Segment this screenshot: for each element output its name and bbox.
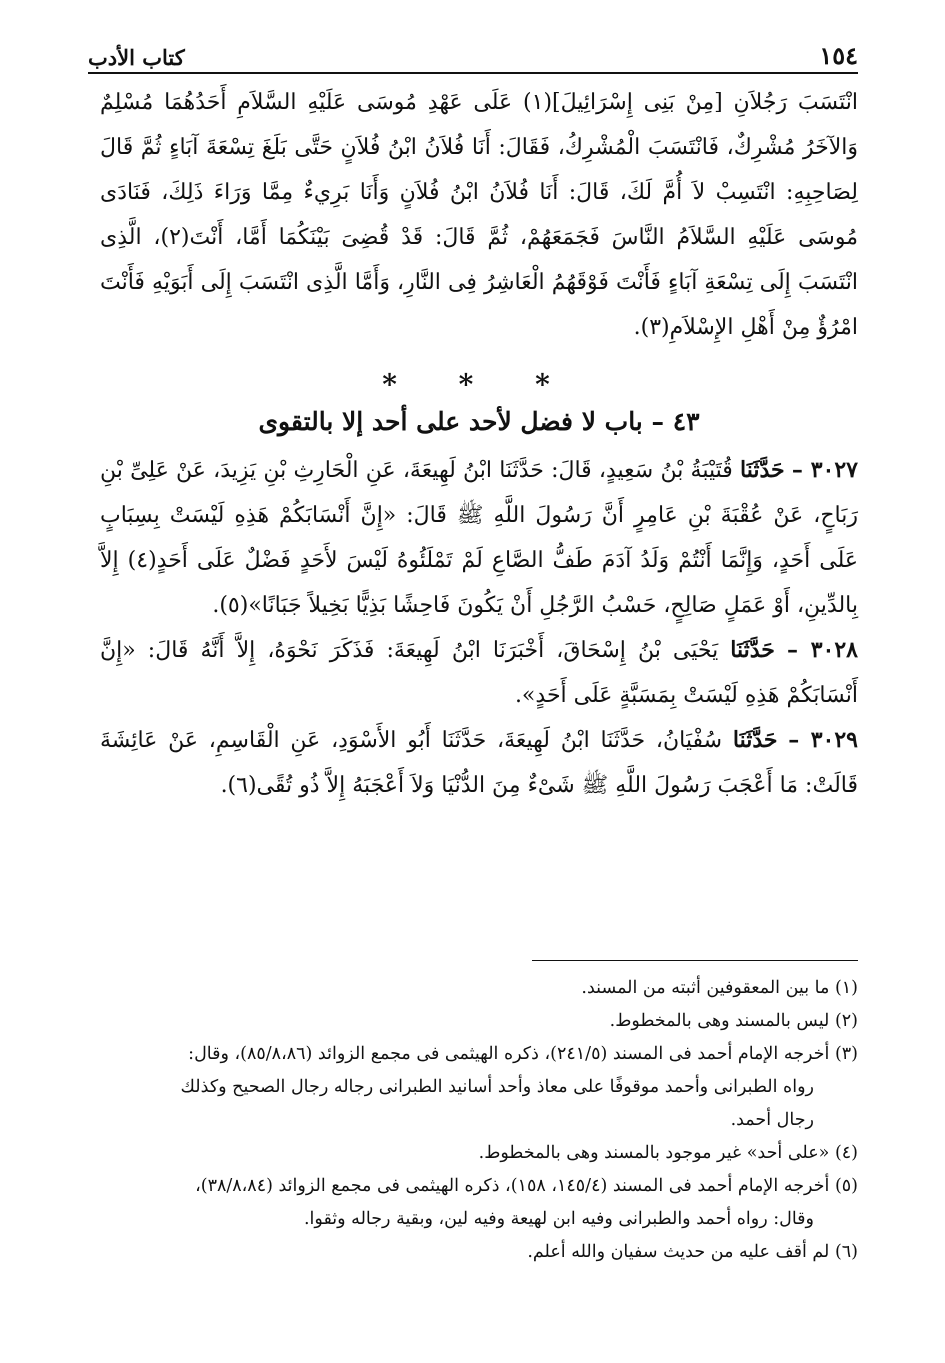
footnote-continuation: رجال أحمد. (730, 1110, 814, 1130)
hadith-number: ٣٠٢٨ – (786, 637, 858, 663)
footnote (100, 1005, 858, 1038)
narration-term: حَدَّثَنَا (739, 457, 785, 483)
footnote (100, 1137, 858, 1170)
footnote-marker: (١) (834, 978, 858, 998)
narration-term: حَدَّثَنَا (732, 727, 778, 753)
footnote-marker: (٣) (834, 1044, 858, 1064)
header-rule (88, 72, 858, 74)
footnote-text: لم أقف عليه من حديث سفيان والله أعلم. (527, 1242, 830, 1262)
narration-term: حَدَّثَنَا (730, 637, 775, 663)
chapter-title: ٤٣ – باب لا فضل لأحد على أحد إلا بالتقوى (258, 407, 700, 436)
footnote (100, 1170, 858, 1203)
hadith-number: ٣٠٢٩ – (788, 727, 858, 753)
hadith-text: قُتَيْبَةُ بْنُ سَعِيدٍ، قَالَ: حَدَّثَنَا ابْنُ لَهِيعَةَ، عَنِ الْحَارِثِ بْنِ يَزِيدَ، عَنْ عَلِىِّ بْنِ رَبَاحٍ، عَنْ عُقْبَةَ بْنِ عَامِرٍ أَنَّ رَسُولَ اللَّهِ ﷺ قَالَ: «إِنَّ أَنْسَابَكُمْ هَذِهِ لَيْسَتْ بِسِبَابٍ عَلَى أَحَدٍ، وَإِنَّمَا أَنْتُمْ وَلَدُ آدَمَ طَفُّ الصَّاعِ لَمْ تَمْلَئُوهُ لَيْسَ لأَحَدٍ فَضْلٌ عَلَى أَحَدٍ(٤) إِلاَّ بِالدِّينِ، أَوْ عَمَلٍ صَالِحٍ، حَسْبُ الرَّجُلِ أَنْ يَكُونَ فَاحِشًا بَذِيًّا بَخِيلاً جَبَانًا»(٥). (100, 458, 858, 618)
section-separator: * * * (382, 368, 576, 401)
hadith-number: ٣٠٢٧ – (791, 457, 858, 483)
footnote-marker: (٦) (834, 1242, 858, 1262)
footnote (100, 1236, 858, 1269)
footnote-text: ما بين المعقوفين أثبته من المسند. (581, 978, 830, 998)
footnote-marker: (٢) (834, 1011, 858, 1031)
hadith-paragraph (100, 448, 858, 628)
hadith-paragraph (100, 718, 858, 808)
running-head (88, 34, 858, 70)
main-text (100, 80, 858, 808)
intro-paragraph: انْتَسَبَ رَجُلاَنِ [مِنْ بَنِى إِسْرَائِيلَ](١) عَلَى عَهْدِ مُوسَى عَلَيْهِ السَّلاَمِ أَحَدُهُمَا مُسْلِمٌ وَالآخَرُ مُشْرِكٌ، فَانْتَسَبَ الْمُشْرِكُ، فَقَالَ: أَنَا فُلاَنُ ابْنُ فُلاَنٍ حَتَّى بَلَغَ تِسْعَةَ آبَاءٍ ثُمَّ قَالَ لِصَاحِبِهِ: انْتَسِبْ لاَ أُمَّ لَكَ، قَالَ: أَنَا فُلاَنُ ابْنُ فُلاَنٍ وَأَنَا بَرِيءٌ مِمَّا وَرَاءَ ذَلِكَ، فَنَادَى مُوسَى عَلَيْهِ السَّلاَمُ النَّاسَ فَجَمَعَهُمْ، ثُمَّ قَالَ: قَدْ قُضِىَ بَيْنَكُمَا أَمَّا، أَنْتَ(٢)، الَّذِى انْتَسَبَ إِلَى تِسْعَةِ آبَاءٍ فَأَنْتَ فَوْقَهُمُ الْعَاشِرُ فِى النَّارِ، وَأَمَّا الَّذِى انْتَسَبَ إِلَى أَبَوَيْهِ فَأَنْتَ امْرُؤٌ مِنْ أَهْلِ الإِسْلاَمِ(٣). (100, 90, 859, 340)
hadith-paragraph (100, 628, 858, 718)
book-title: كتاب الأدب (88, 45, 185, 70)
footnote-text: ليس بالمسند وهى بالمخطوط. (609, 1011, 830, 1031)
hadith-text: يَحْيَى بْنُ إِسْحَاقَ، أَخْبَرَنَا ابْنُ لَهِيعَةَ: فَذَكَرَ نَحْوَهُ، إِلاَّ أَنَّهُ قَالَ: «إِنَّ أَنْسَابَكُمْ هَذِهِ لَيْسَتْ بِمَسَبَّةٍ عَلَى أَحَدٍ». (100, 638, 858, 708)
footnotes (100, 972, 858, 1269)
footnote (100, 972, 858, 1005)
footnote-text: أخرجه الإمام أحمد فى المسند (٢٤١/٥)، ذكره الهيثمى فى مجمع الزوائد (٨٥/٨،٨٦)، وقال: (188, 1044, 830, 1064)
footnote-marker: (٤) (834, 1143, 858, 1163)
footnote-text: «على أحد» غير موجود بالمسند وهى بالمخطوط. (478, 1143, 830, 1163)
footnote-marker: (٥) (834, 1176, 858, 1196)
page-number: ١٥٤ (819, 41, 858, 70)
footnote-text: أخرجه الإمام أحمد فى المسند (١٤٥/٤، ١٥٨)، ذكره الهيثمى فى مجمع الزوائد (٣٨/٨،٨٤)، (195, 1176, 830, 1196)
hadith-text: سُفْيَانُ، حَدَّثَنَا ابْنُ لَهِيعَةَ، حَدَّثَنَا أَبُو الأَسْوَدِ، عَنِ الْقَاسِمِ، عَنْ عَائِشَةَ قَالَتْ: مَا أَعْجَبَ رَسُولَ اللَّهِ ﷺ شَىْءٌ مِنَ الدُّنْيَا وَلاَ أَعْجَبَهُ إِلاَّ ذُو تُقًى(٦). (100, 728, 858, 798)
footnote (100, 1038, 858, 1071)
footnote-continuation: وقال: رواه أحمد والطبرانى وفيه ابن لهيعة وفيه لين، وبقية رجاله وثقوا. (303, 1209, 814, 1229)
footnote-rule (532, 960, 858, 961)
footnote-continuation: رواه الطبرانى وأحمد موقوفًا على معاذ وأحد أسانيد الطبرانى رجاله رجال الصحيح وكذلك (180, 1077, 814, 1097)
